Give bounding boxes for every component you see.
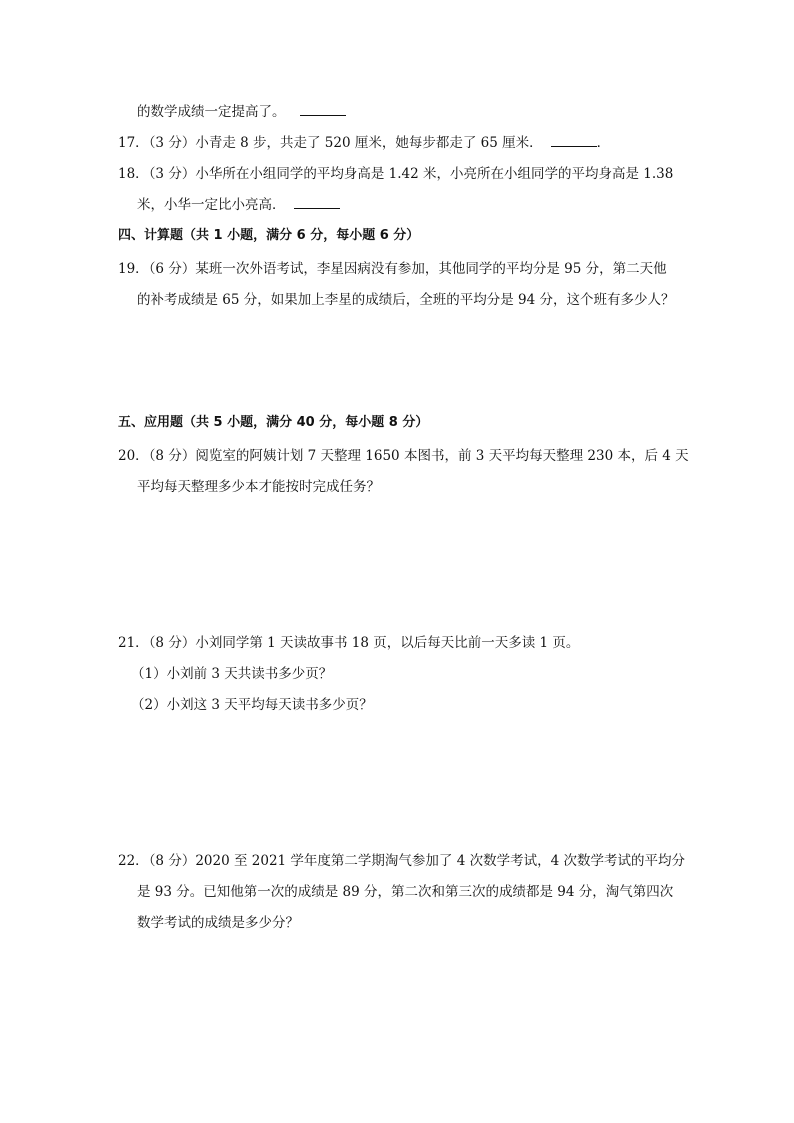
question-20-line2: 平均每天整理多少本才能按时完成任务？ [137, 479, 380, 495]
question-number: 21． [118, 635, 149, 651]
question-19-line2: 的补考成绩是 65 分，如果加上李星的成绩后，全班的平均分是 94 分，这个班有多少人？ [137, 292, 675, 308]
question-18-text-line2: 米，小华一定比小亮高． [137, 197, 286, 213]
question-number: 18． [118, 166, 149, 182]
question-22-text-line1: 2020 至 2021 学年度第二学期淘气参加了 4 次数学考试，4 次数学考试的平均分 [195, 853, 685, 869]
question-16-continuation [137, 103, 346, 121]
question-19-text-line1: 某班一次外语考试，李星因病没有参加，其他同学的平均分是 95 分，第二天他 [195, 261, 667, 277]
question-21-sub2: （2）小刘这 3 天平均每天读书多少页？ [131, 697, 373, 713]
question-17-text: 小青走 8 步，共走了 520 厘米，她每步都走了 65 厘米． [195, 135, 543, 151]
answer-blank[interactable] [551, 134, 597, 147]
question-18-line2 [137, 196, 340, 214]
question-22 [118, 852, 685, 870]
question-20-text-line1: 阅览室的阿姨计划 7 天整理 1650 本图书，前 3 天平均每天整理 230 本，后 4 天 [195, 448, 689, 464]
question-score: （3 分） [148, 166, 196, 182]
section-5-heading: 五、应用题（共 5 小题，满分 40 分，每小题 8 分） [118, 415, 429, 430]
question-17 [118, 134, 610, 152]
question-number: 22． [118, 853, 149, 869]
question-number: 17． [118, 135, 149, 151]
question-21 [118, 634, 579, 652]
question-18-text-line1: 小华所在小组同学的平均身高是 1.42 米，小亮所在小组同学的平均身高是 1.38 [195, 166, 674, 182]
question-score: （6 分） [148, 261, 196, 277]
question-score: （8 分） [148, 635, 196, 651]
question-21-sub1: （1）小刘前 3 天共读书多少页？ [131, 666, 333, 682]
question-22-line2: 是 93 分。已知他第一次的成绩是 89 分，第二次和第三次的成绩都是 94 分，淘气第四次 [137, 884, 674, 900]
question-19 [118, 260, 667, 278]
question-21-text: 小刘同学第 1 天读故事书 18 页，以后每天比前一天多读 1 页。 [195, 635, 580, 651]
answer-blank[interactable] [294, 196, 340, 209]
answer-blank[interactable] [300, 103, 346, 116]
question-18 [118, 165, 673, 183]
question-score: （3 分） [148, 135, 196, 151]
question-score: （8 分） [148, 853, 196, 869]
question-22-line3: 数学考试的成绩是多少分？ [137, 915, 299, 931]
question-score: （8 分） [148, 448, 196, 464]
question-16-text: 的数学成绩一定提高了。 [137, 104, 286, 120]
question-number: 19． [118, 261, 149, 277]
question-number: 20． [118, 448, 149, 464]
question-20 [118, 447, 689, 465]
question-17-end: ． [596, 135, 611, 151]
section-4-heading: 四、计算题（共 1 小题，满分 6 分，每小题 6 分） [118, 228, 420, 243]
